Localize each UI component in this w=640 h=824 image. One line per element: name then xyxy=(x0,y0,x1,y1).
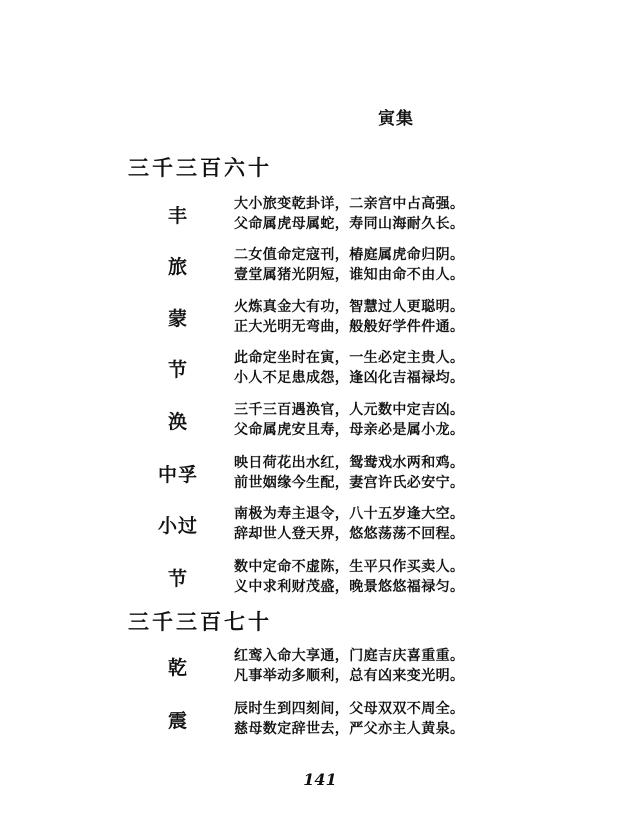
verse-line: 红鸾入命大享通，门庭吉庆喜重重。 xyxy=(234,648,465,664)
verse-line: 前世姻缘今生配，妻宫许氏必安宁。 xyxy=(234,475,465,491)
hexagram-name: 蒙 xyxy=(167,308,188,330)
section-heading: 三千三百七十 xyxy=(128,609,272,634)
entry xyxy=(0,296,640,340)
hexagram-name: 旅 xyxy=(167,256,188,278)
verse-line: 南极为寿主退令，八十五岁逢大空。 xyxy=(234,506,465,522)
section-heading: 三千三百六十 xyxy=(128,155,272,180)
verse-line: 父命属虎安且寿，母亲必是属小龙。 xyxy=(234,422,465,438)
entry xyxy=(0,193,640,237)
page-number: 141 xyxy=(303,770,337,789)
running-header: 寅集 xyxy=(378,109,414,129)
verse-line: 慈母数定辞世去，严父亦主人黄泉。 xyxy=(234,721,465,737)
hexagram-name: 节 xyxy=(167,359,188,381)
verse-line: 二女值命定寇刊，椿庭属虎命归阴。 xyxy=(234,247,465,263)
hexagram-name: 涣 xyxy=(167,411,188,433)
verse-line: 正大光明无弯曲，般般好学件件通。 xyxy=(234,319,465,335)
hexagram-name: 震 xyxy=(167,710,188,732)
verse-line: 辞却世人登天界，悠悠荡荡不回程。 xyxy=(234,526,465,542)
verse-line: 壹堂属猪光阴短，谁知由命不由人。 xyxy=(234,267,465,283)
entry xyxy=(0,244,640,288)
entry xyxy=(0,399,640,443)
verse-line: 火炼真金大有功，智慧过人更聪明。 xyxy=(234,299,465,315)
hexagram-name: 小过 xyxy=(157,515,198,537)
verse-line: 映日荷花出水红，鸳鸯戏水两和鸡。 xyxy=(234,455,465,471)
verse-line: 小人不足患成怨，逢凶化吉福禄均。 xyxy=(234,370,465,386)
entry xyxy=(0,452,640,496)
entry xyxy=(0,698,640,742)
hexagram-name: 节 xyxy=(167,568,188,590)
verse-line: 凡事举动多顺利，总有凶来变光明。 xyxy=(234,668,465,684)
verse-line: 数中定命不虚陈，生平只作买卖人。 xyxy=(234,559,465,575)
entry xyxy=(0,645,640,689)
verse-line: 父命属虎母属蛇，寿同山海耐久长。 xyxy=(234,216,465,232)
entry xyxy=(0,347,640,391)
hexagram-name: 乾 xyxy=(167,657,188,679)
verse-line: 义中求利财茂盛，晚景悠悠福禄匀。 xyxy=(234,579,465,595)
entry xyxy=(0,503,640,547)
entry xyxy=(0,556,640,600)
hexagram-name: 中孚 xyxy=(157,464,198,486)
hexagram-name: 丰 xyxy=(167,205,188,227)
verse-line: 此命定坐时在寅，一生必定主贵人。 xyxy=(234,350,465,366)
verse-line: 辰时生到四刻间，父母双双不周全。 xyxy=(234,701,465,717)
verse-line: 三千三百遇涣官，人元数中定吉凶。 xyxy=(234,402,465,418)
verse-line: 大小旅变乾卦详，二亲宫中占高强。 xyxy=(234,196,465,212)
